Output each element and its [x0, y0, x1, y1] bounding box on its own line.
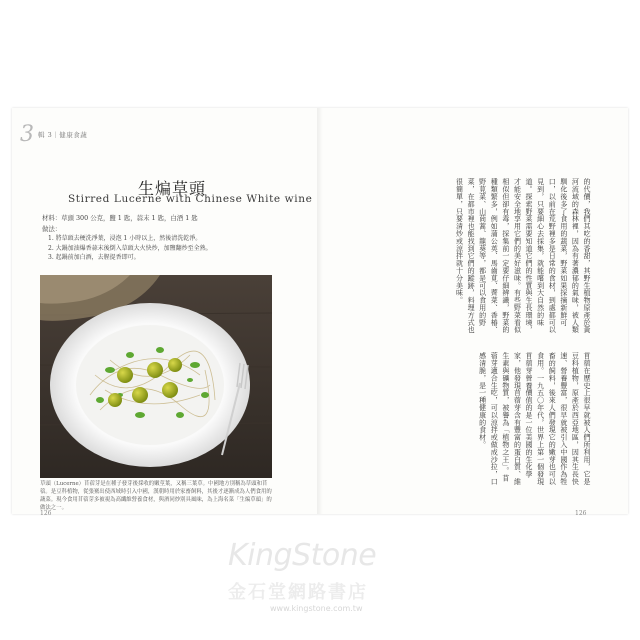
page-number-right: 126 — [575, 510, 587, 517]
recipe-steps — [42, 234, 282, 263]
page-gutter — [317, 108, 323, 514]
body-text-bottom: 苜蓿在歷史上很早就被人們所利用，它是豆科植物，原產於西亞地區，因其生長快速、營養豐富，很早就被引入中國作為牲畜的飼料，後來人們發現它的嫩芽也可以食用。一九五〇年代，世界上第一個發現苜蓿芽營養價值的是一位美國的生化學家，他發現苜蓿芽含有豐富的蛋白質、維生素與礦物質，被譽為「植物之王」。苜蓿芽適合生吃，可以涼拌或做成沙拉，口感清脆，是一種健康的食材。 — [478, 352, 591, 486]
chapter-header — [20, 122, 87, 147]
chapter-number: 3 — [20, 122, 34, 147]
photo-caption: 草頭（Lucerne）苜蓿芽是在種子發芽後採收的嫩莖葉，又稱三葉草。中國地方別稱為草頭和苜蓿。是豆科植物，從張騫出使西域時引入中國，漢朝時用於家畜飼料，其後才逐漸成為人們食用的蔬菜。現今食用苜蓿芽多被視為高纖維營養食材，與酒同炒別具風味，為上海名菜「生煸草頭」的做法之一。 — [40, 481, 272, 511]
recipe-title-en: Stirred Lucerne with Chinese White wine — [68, 193, 313, 205]
recipe-body — [42, 214, 282, 263]
recipe-step: 3. 起鍋前加白酒，去腥提香即可。 — [48, 254, 140, 261]
kingstone-watermark-url: www.kingstone.com.tw — [270, 604, 363, 613]
kingstone-watermark-cn: 金石堂網路書店 — [228, 582, 368, 603]
chapter-label: 輯 3｜健康食蔬 — [38, 131, 88, 139]
recipe-step: 2. 大鍋加油爆香蒜末後倒入草頭大火快炒，加鹽翻炒至全熟。 — [48, 244, 212, 252]
page-number-left: 126 — [40, 510, 52, 517]
body-text-top: 的代價，我們其吃的香甜，其野生植物原產於黃河流域的森林裡，因為有著濃郁的氣味，被人類馴化後多了食用的蔬菜，野菜如果採摘新鮮可口，以前在荒野裡多是日常的食材，到處都可以見到，只要細心去採集，就能嚐到大自然的味道。探索野菜需要知道它們的性質與生長環境，才能安全地享用它們的美好滋味。有些野菜看似相似但卻有毒，採集前一定要仔細辨識，野菜的種類繁多，例如蒲公英、馬齒莧、薺菜、香椿、野莧菜、山茼蒿、龍葵等，都是可以食用的野菜，在都市裡也能找到它們的蹤跡，料理方式也很簡單，只要清炒或涼拌就十分美味。 — [455, 178, 591, 334]
kingstone-watermark-logo: KingStone — [228, 538, 377, 573]
recipe-title-cn: 生煸草頭 — [138, 179, 207, 198]
recipe-method-title: 做法： — [42, 224, 62, 233]
recipe-ingredients: 材料：草頭 300 公克，鹽 1 匙，蒜末 1 匙，白酒 1 匙 — [42, 214, 198, 222]
recipe-step: 1. 將草頭去梗洗淨葉，浸泡 1 小時以上，然後清洗乾淨。 — [48, 235, 202, 242]
plate-of-sprouts-with-olives-photo — [40, 275, 272, 478]
